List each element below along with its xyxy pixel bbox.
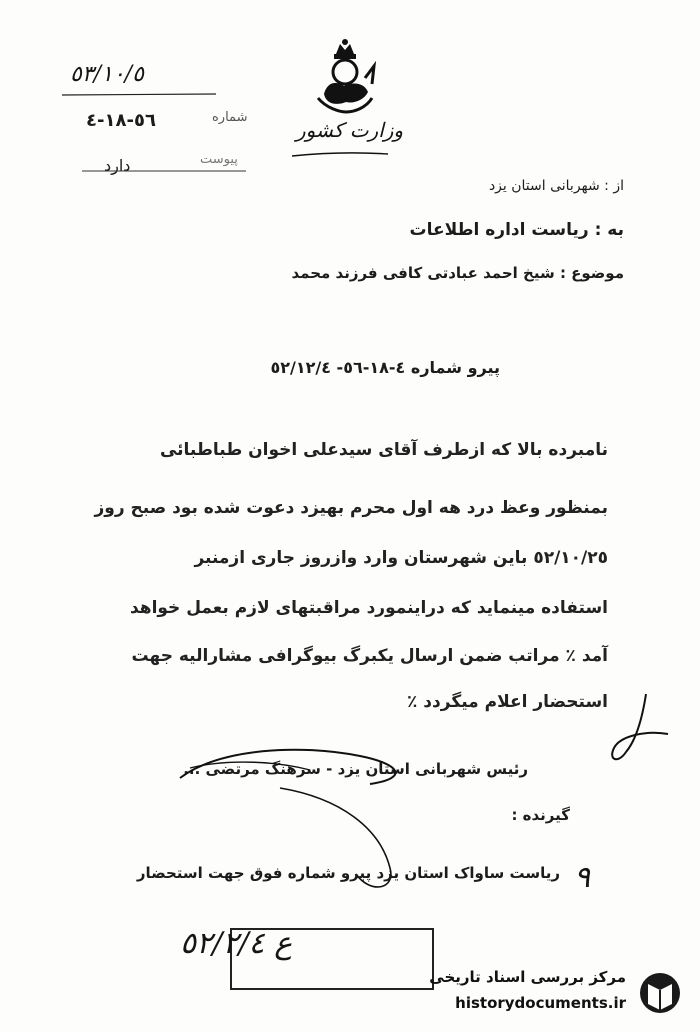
attachment-value: دارد [104, 156, 131, 175]
body-line: نامبرده بالا که ازطرف آقای سیدعلی اخوان طباطبائی [159, 440, 608, 460]
to-line: به : ریاست اداره اطلاعات [409, 220, 624, 240]
body-line: ٥٢/١٠/٢٥ باین شهرستان وارد وازروز جاری ازمنبر [194, 548, 608, 568]
watermark-url: historydocuments.ir [455, 994, 626, 1012]
attachment-label: پیوست [200, 152, 238, 167]
recipients-label: گیرنده : [511, 806, 570, 824]
subject-line: موضوع : شیخ احمد عبادتی کافی فرزند محمد [291, 264, 624, 282]
reference-line: پیرو شماره ٤-١٨-٥٦- ٥٢/١٢/٤ [270, 358, 500, 377]
letter-number: ٥٦-١٨-٤ [86, 110, 156, 131]
archive-stamp-text: ع ٥٢/٢/٤ [180, 926, 293, 961]
body-line: بمنظور وعظ درد هه اول محرم بهیزد دعوت شده بود صبح روز [94, 498, 608, 518]
body-line: استفاده مینماید که دراینمورد مراقبتهای لازم بعمل خواهد [129, 598, 608, 618]
attachment-line [80, 168, 250, 174]
signature-line: رئیس شهربانی استان یزد - سرهنگ مرتضی ... [183, 760, 528, 778]
watermark [418, 964, 688, 1024]
handwritten-number: ٥٣/١٠/٥ [70, 62, 144, 87]
recipient-line: ریاست ساواک استان یزد پیرو شماره فوق جهت استحضار [136, 864, 560, 882]
book-logo-icon [638, 970, 682, 1016]
lion-sun-emblem-icon [310, 38, 380, 116]
body-line: آمد ٪ مراتب ضمن ارسال یکبرگ بیوگرافی مشارالیه جهت [131, 646, 608, 666]
body-line: استحضار اعلام میگردد ٪ [407, 692, 608, 712]
recipient-number: ٩ [574, 860, 591, 895]
watermark-title: مرکز بررسی اسناد تاریخی [429, 968, 626, 986]
ministry-underline [290, 150, 390, 160]
ministry-name: وزارت کشور [296, 118, 404, 142]
handwritten-flourish [606, 690, 676, 770]
number-label: شماره [212, 110, 248, 125]
from-line: از : شهربانی استان یزد [488, 178, 624, 194]
handwritten-number-underline [60, 92, 220, 98]
